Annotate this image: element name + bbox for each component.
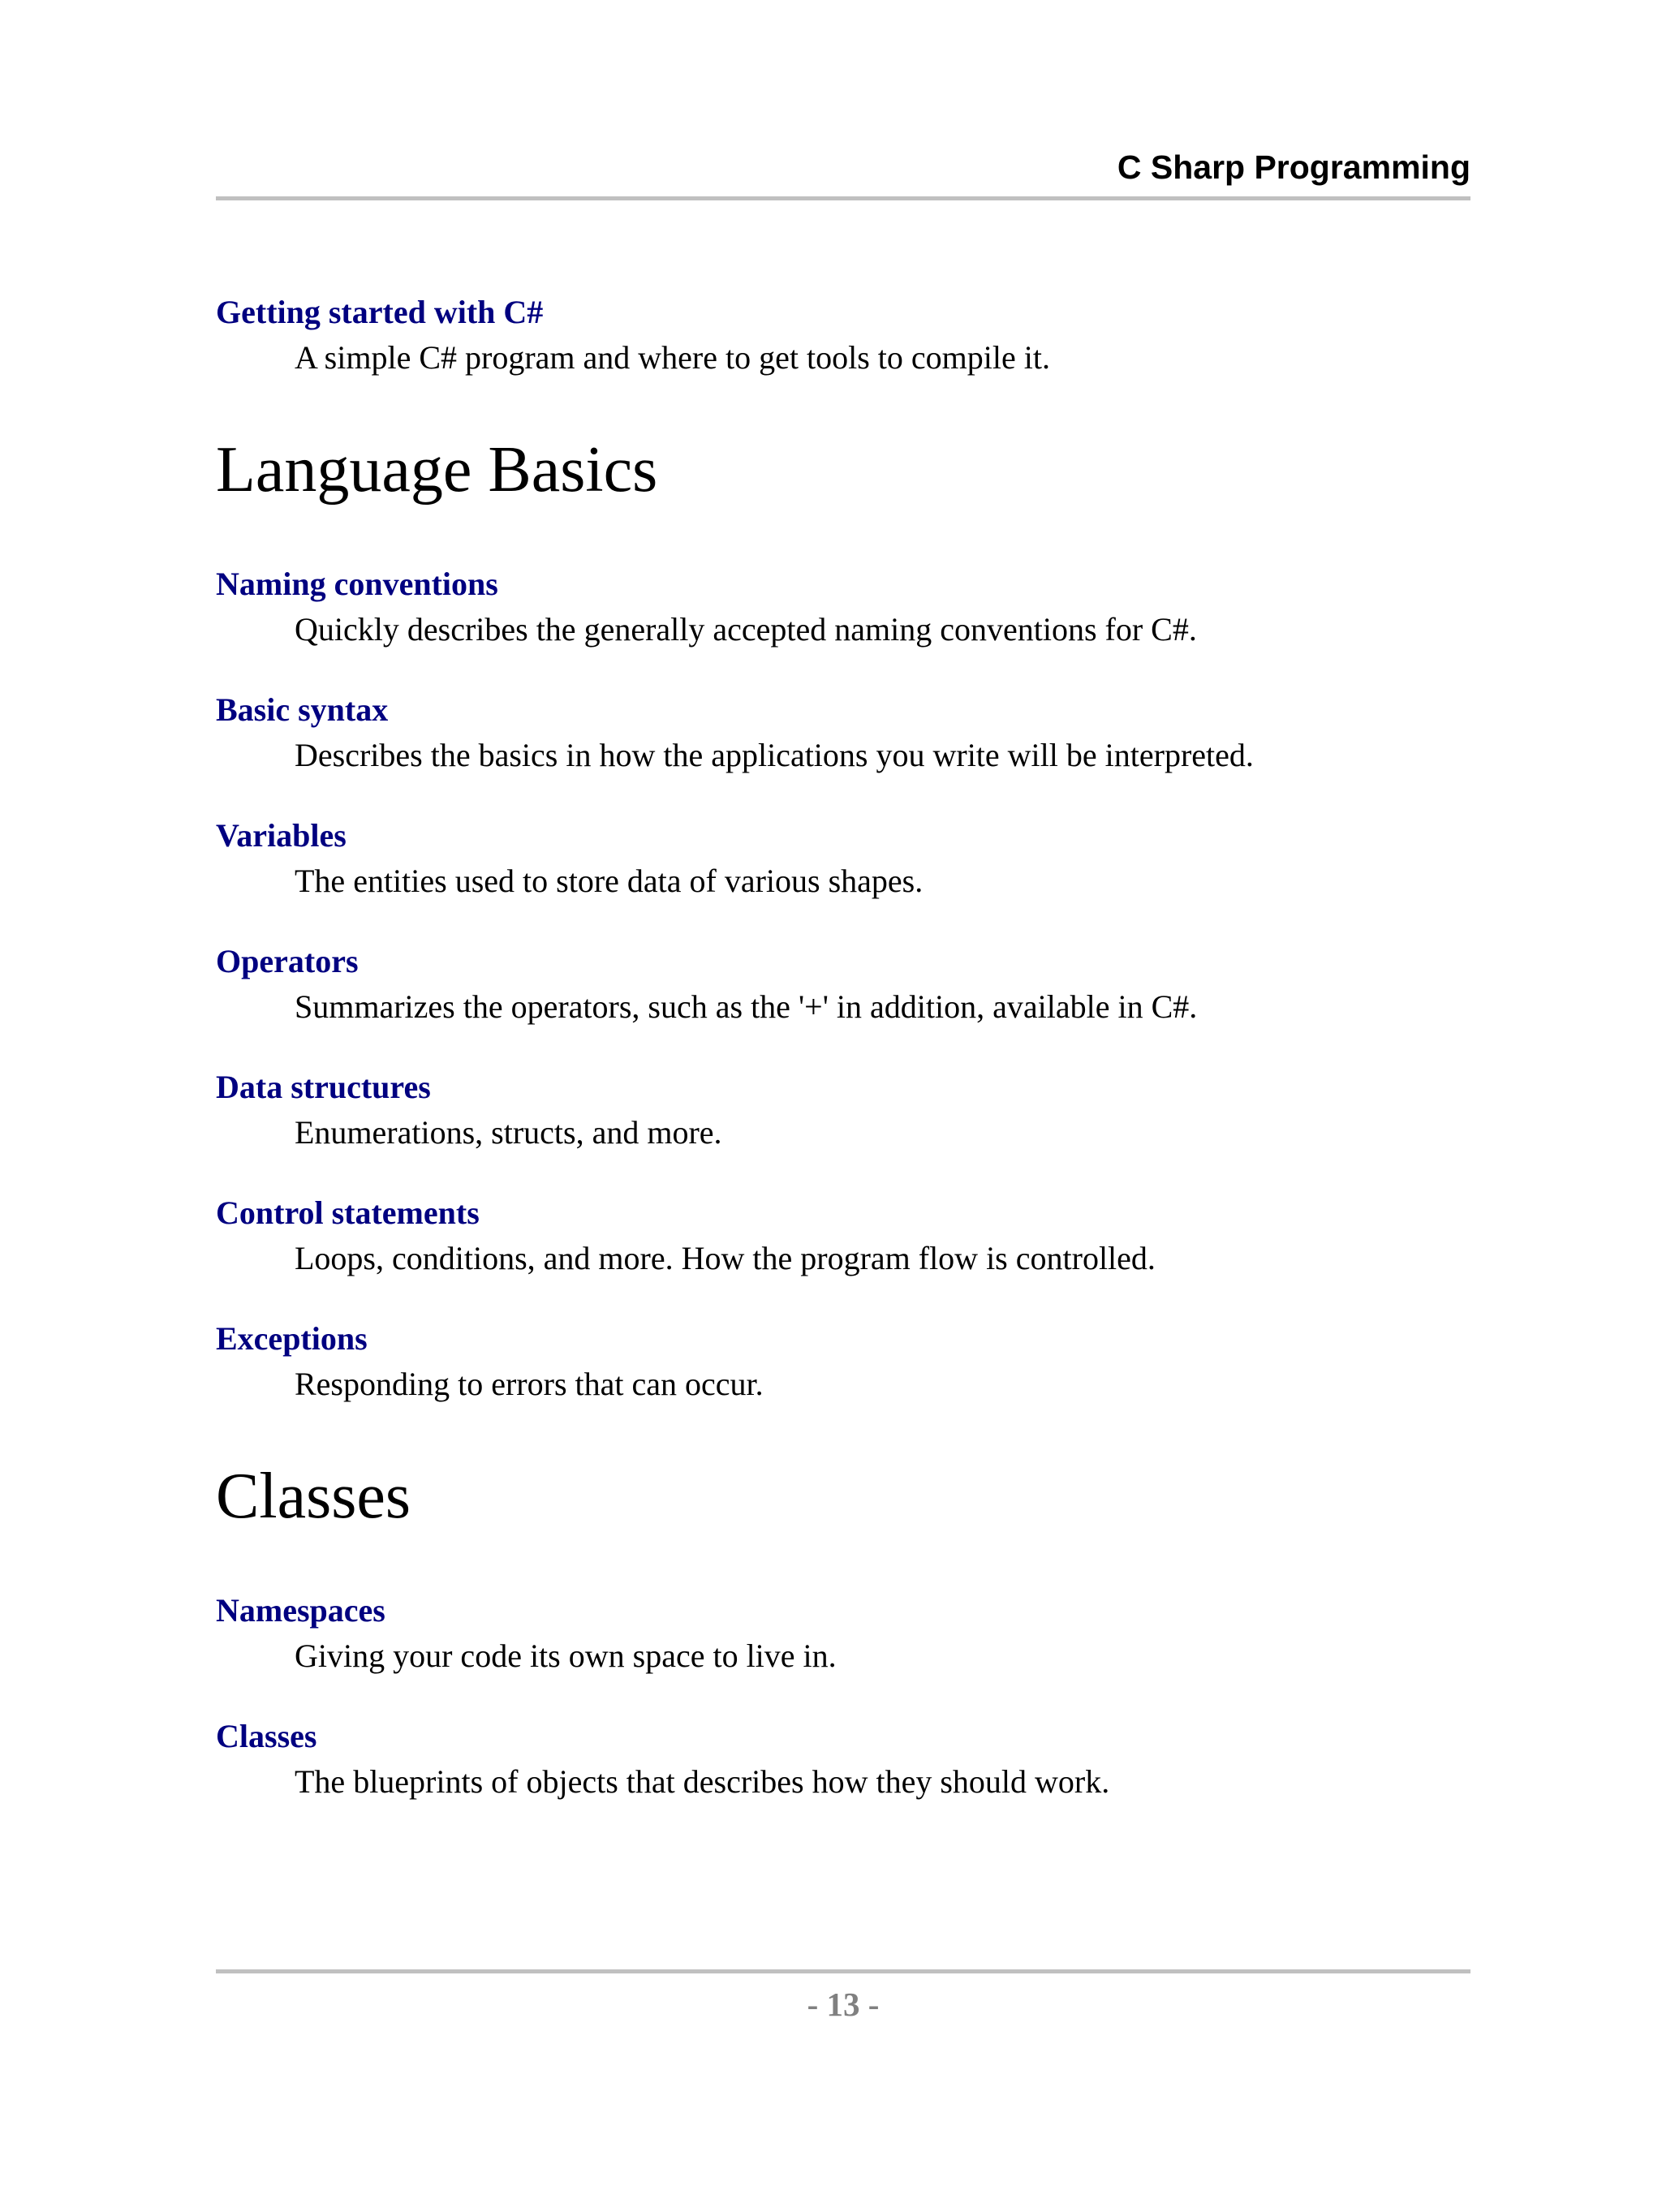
link-getting-started[interactable]: Getting started with C# [216,294,544,330]
book-title: C Sharp Programming [1117,148,1470,186]
entry-description: Enumerations, structs, and more. [295,1114,722,1151]
toc-entry-variables [216,813,1470,904]
link-variables[interactable]: Variables [216,817,347,854]
link-control-statements[interactable]: Control statements [216,1194,480,1231]
page-number: - 13 - [807,1986,880,2023]
entry-description: A simple C# program and where to get tools to compile it. [295,339,1050,376]
entry-description: Giving your code its own space to live in. [295,1637,837,1674]
page-content [216,290,1470,1840]
entry-description: The entities used to store data of various shapes. [295,863,924,899]
toc-entry-exceptions [216,1316,1470,1407]
section-heading-language-basics: Language Basics [216,434,658,506]
toc-entry-operators [216,939,1470,1030]
running-footer [216,1969,1470,2027]
toc-entry-basic-syntax [216,687,1470,778]
running-header [216,146,1470,200]
toc-entry-getting-started [216,290,1470,381]
toc-entry-naming-conventions [216,562,1470,652]
link-naming-conventions[interactable]: Naming conventions [216,566,498,602]
entry-description: Summarizes the operators, such as the '+' in addition, available in C#. [295,988,1198,1025]
link-namespaces[interactable]: Namespaces [216,1592,385,1629]
section-heading-classes: Classes [216,1461,411,1532]
entry-description: Quickly describes the generally accepted naming conventions for C#. [295,611,1197,648]
toc-entry-namespaces [216,1588,1470,1679]
link-operators[interactable]: Operators [216,943,359,979]
entry-description: Responding to errors that can occur. [295,1366,764,1402]
entry-description: The blueprints of objects that describes how they should work. [295,1763,1110,1800]
link-data-structures[interactable]: Data structures [216,1069,431,1105]
link-exceptions[interactable]: Exceptions [216,1320,368,1357]
toc-entry-classes [216,1714,1470,1805]
link-basic-syntax[interactable]: Basic syntax [216,691,389,728]
link-classes[interactable]: Classes [216,1718,317,1754]
toc-entry-control-statements [216,1190,1470,1281]
toc-entry-data-structures [216,1065,1470,1155]
entry-description: Loops, conditions, and more. How the program flow is controlled. [295,1240,1156,1276]
entry-description: Describes the basics in how the applications you write will be interpreted. [295,737,1254,773]
